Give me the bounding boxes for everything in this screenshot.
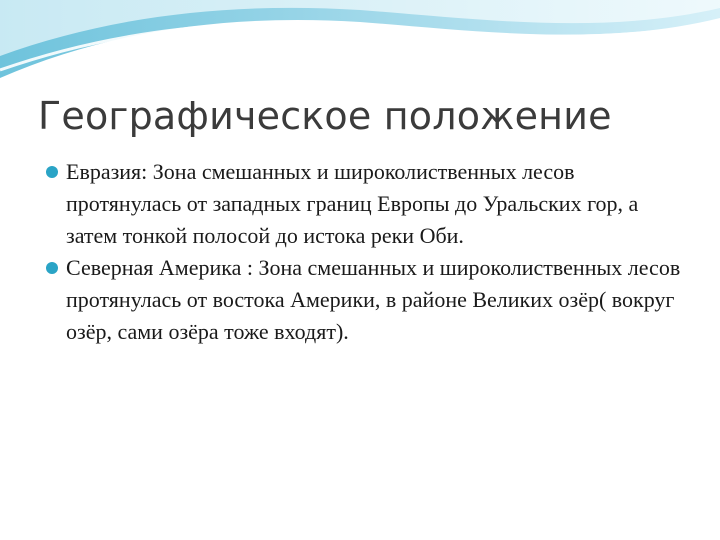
bullet-item-north-america [46,252,686,348]
bullet-text-eurasia: Евразия: Зона смешанных и широколиственных лесов протянулась от западных границ Европы до Уральских гор, а затем тонкой полосой до истока реки Оби. [66,159,639,248]
decorative-top-wave [0,0,720,95]
bullet-dot-icon [46,262,58,274]
slide-title: Географическое положение [38,94,612,138]
bullet-list [46,156,686,348]
bullet-dot-icon [46,166,58,178]
bullet-text-north-america: Северная Америка : Зона смешанных и широколиственных лесов протянулась от востока Америки, в районе Великих озёр( вокруг озёр, сами озёра тоже входят). [66,255,681,344]
bullet-item-eurasia [46,156,686,252]
